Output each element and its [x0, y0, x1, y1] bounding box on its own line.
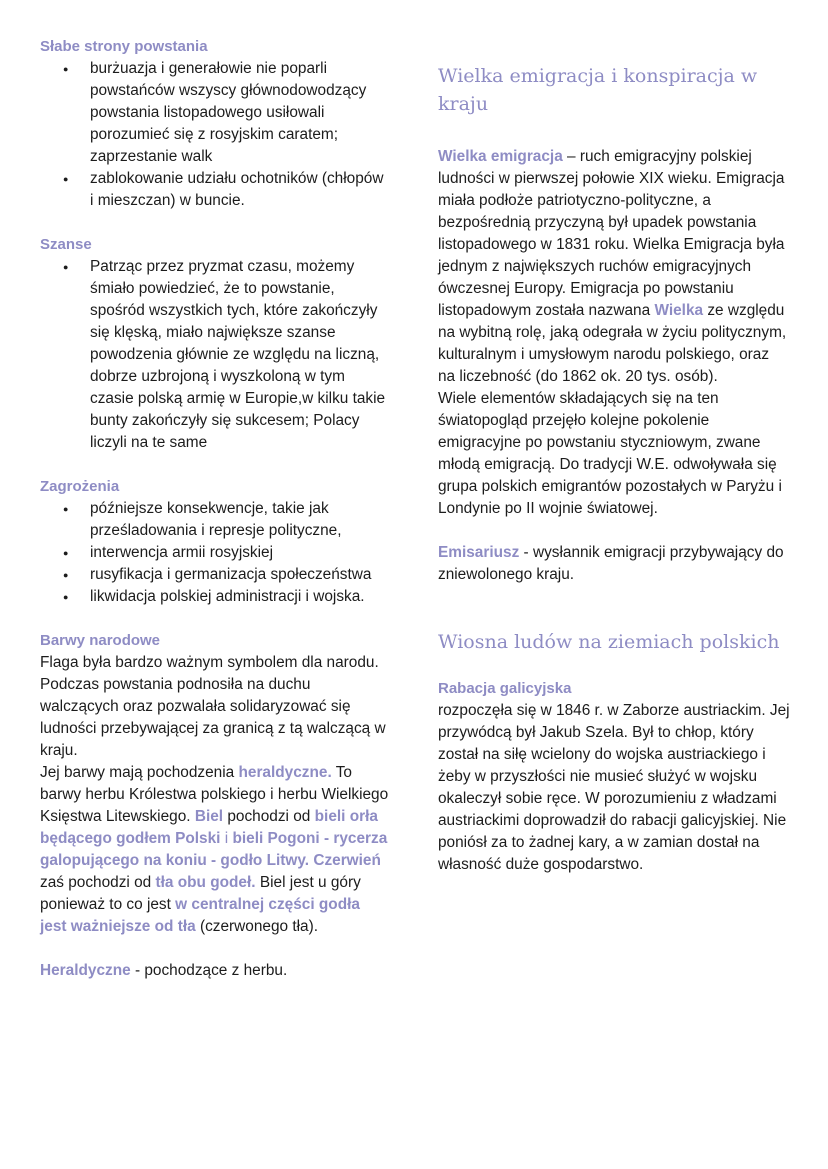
- text-segment: (czerwonego tła).: [195, 918, 318, 935]
- list-item: ● Patrząc przez pryzmat czasu, możemy śmiało powiedzieć, że to powstanie, spośród wszystkich tych, które zakończyły się klęską, miało największe szanse powodzenia głównie ze względu na liczną, dobrze uzbrojoną i wyszkoloną w tym czasie polską armię w Europie,w kilku takie bunty zakończyły się sukcesem; Polacy liczyli na te same: [40, 256, 390, 454]
- term-heraldic: Heraldyczne: [40, 962, 131, 979]
- national-colors-heading: Barwy narodowe: [40, 632, 161, 649]
- highlight-text: Biel: [194, 808, 224, 825]
- heraldic-definition: [40, 960, 390, 982]
- national-colors-paragraph-2: [40, 762, 390, 938]
- highlight-text: w centralnej części godła jest ważniejsze od tła: [40, 896, 360, 935]
- left-column: [40, 36, 390, 982]
- text-segment: – ruch emigracyjny polskiej ludności w pierwszej połowie XIX wieku. Emigracja miała podłoże patriotyczno-polityczne, a bezpośrednią przyczyną był upadek powstania listopadowego w 1831 roku. Wielka Emigracja była jednym z największych ruchów emigracyjnych ówczesnej Europy. Emigracja po powstaniu listopadowym została nazwana: [438, 148, 785, 319]
- term-emissary: Emisariusz: [438, 544, 520, 561]
- list-item: ● likwidacja polskiej administracji i wojska.: [40, 586, 390, 608]
- chances-heading: Szanse: [40, 236, 92, 253]
- text-segment: To barwy herbu Królestwa polskiego i herbu Wielkiego Księstwa Litewskiego.: [40, 764, 389, 825]
- emigration-paragraph: [438, 146, 790, 388]
- threats-heading: Zagrożenia: [40, 478, 120, 495]
- list-item: ● zablokowanie udziału ochotników (chłopów i mieszczan) w buncie.: [40, 168, 390, 212]
- galician-slaughter-text: rozpoczęła się w 1846 r. w Zaborze austriackim. Jej przywódcą był Jakub Szela. Był to chłop, który został na siłę wcielony do wojska austriackiego i żeby w przyszłości nie musieć służyć w wojsku okaleczył sobie ręce. W porozumieniu z władzami austriackimi doprowadził do rabacji galicyjskiej. Nie poniósł za to żadnej kary, a w zamian dostał na własność duże gospodarstwo.: [438, 702, 790, 873]
- list-item: ● interwencja armii rosyjskiej: [40, 542, 390, 564]
- highlight-text: heraldyczne.: [238, 764, 332, 781]
- threats-list: [40, 498, 390, 608]
- text-segment: Biel jest u góry ponieważ to co jest: [40, 874, 361, 913]
- highlight-text: bieli orła będącego godłem Polski: [40, 808, 378, 847]
- text-segment: i: [220, 830, 233, 847]
- galician-slaughter-heading: Rabacja galicyjska: [438, 680, 572, 697]
- weaknesses-list: [40, 58, 390, 212]
- weaknesses-heading: Słabe strony powstania: [40, 38, 208, 55]
- emissary-definition: [438, 542, 790, 586]
- list-item: ● burżuazja i generałowie nie poparli powstańców wszyscy głównodowodzący powstania listopadowego usiłowali porozumieć się z rosyjskim caratem; zaprzestanie walk: [40, 58, 390, 168]
- chances-list: [40, 256, 390, 454]
- highlight-text: bieli Pogoni - rycerza galopującego na koniu - godło Litwy. Czerwień: [40, 830, 388, 869]
- text-segment: pochodzi od: [223, 808, 315, 825]
- national-colors-paragraph-1: Flaga była bardzo ważnym symbolem dla narodu. Podczas powstania podnosiła na duchu walczących oraz pozwalała solidaryzować się ludności przebywającej za granicą z tą walczącą w kraju.: [40, 654, 386, 759]
- list-item: ● rusyfikacja i germanizacja społeczeństwa: [40, 564, 390, 586]
- term-great-emigration: Wielka emigracja: [438, 148, 563, 165]
- text-segment: ze względu na wybitną rolę, jaką odegrała w życiu politycznym, kulturalnym i umysłowym narodu polskiego, oraz na liczebność (do 1862 ok. 20 tys. osób).: [438, 302, 787, 385]
- list-item: ● późniejsze konsekwencje, takie jak prześladowania i represje polityczne,: [40, 498, 390, 542]
- text-segment: zaś pochodzi od: [40, 874, 156, 891]
- emigration-title: Wielka emigracja i konspiracja w kraju: [438, 65, 758, 115]
- highlight-text: tła obu godeł.: [155, 874, 256, 891]
- definition-text: - wysłannik emigracji przybywający do zniewolonego kraju.: [438, 544, 784, 583]
- text-segment: Jej barwy mają pochodzenia: [40, 764, 239, 781]
- emigration-paragraph-2: Wiele elementów składających się na ten światopogląd przejęło kolejne pokolenie emigracyjne po powstaniu styczniowym, zwane młodą emigracją. Do tradycji W.E. odwoływała się grupa polskich emigrantów pozostałych w Paryżu i Londynie po II wojnie światowej.: [438, 390, 782, 517]
- definition-text: - pochodzące z herbu.: [130, 962, 288, 979]
- highlight-text: Wielka: [654, 302, 704, 319]
- right-column: [438, 62, 790, 876]
- spring-of-nations-title: Wiosna ludów na ziemiach polskich: [438, 631, 780, 653]
